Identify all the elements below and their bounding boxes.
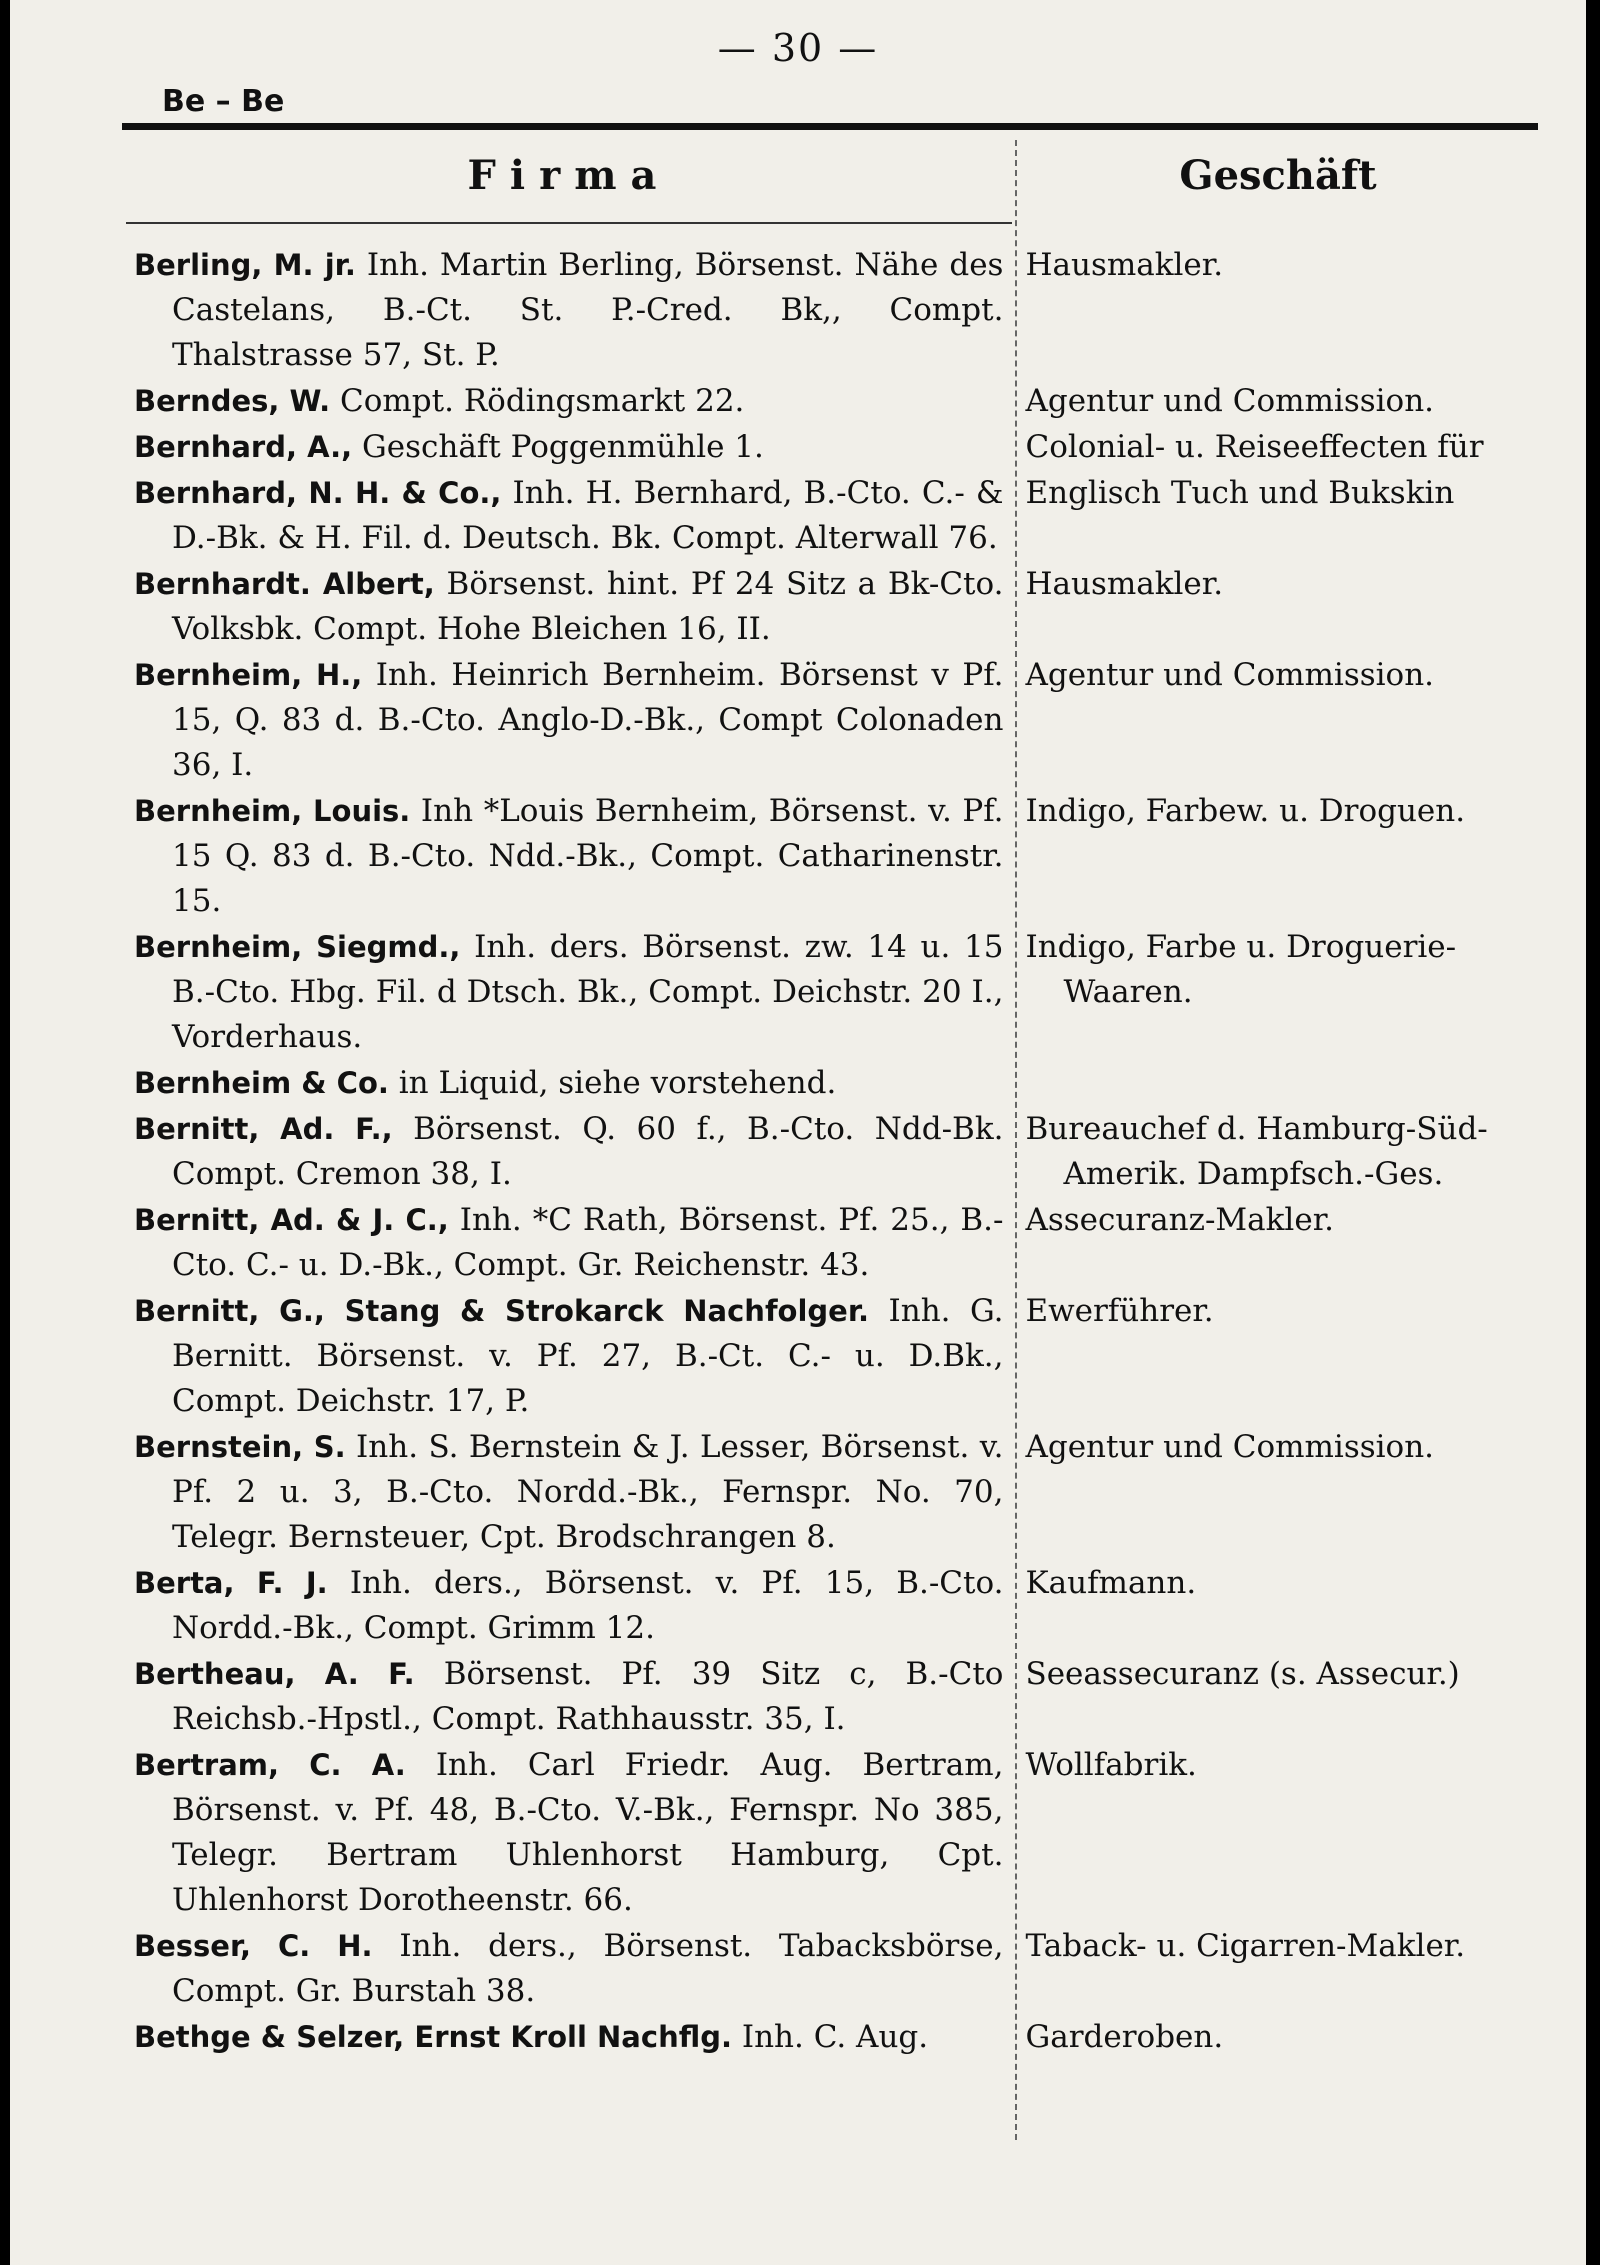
firm-details: Inh. Carl Friedr. Aug. Bertram, Börsenst. v. Pf. 48, B.-Cto. V.-Bk., Fernspr. No 385, Telegr. Bertram Uhlenhorst Hamburg, Cpt. Uhlenhorst Dorotheenstr. 66. [172, 1747, 1004, 1918]
firm-name: Bernheim & Co. [134, 1066, 389, 1100]
firm-name: Bernheim, Siegmd., [134, 930, 461, 964]
entry-business: Taback- u. Cigarren-Makler. [1025, 1928, 1466, 1964]
firm-name: Bertram, C. A. [134, 1748, 406, 1782]
firm-name: Bernstein, S. [134, 1430, 346, 1464]
entry-firma [134, 562, 1003, 652]
firm-details: Geschäft Poggenmühle 1. [361, 429, 764, 465]
firm-name: Bernheim, H., [134, 658, 363, 692]
entry-business: Hausmakler. [1025, 247, 1224, 283]
firm-details: Inh. ders., Börsenst. Tabacksbörse, Compt. Gr. Burstah 38. [172, 1928, 1004, 2009]
directory-entry [134, 1561, 1544, 1651]
firm-name: Bernhardt. Albert, [134, 567, 435, 601]
firm-details: Inh. ders. Börsenst. zw. 14 u. 15 B.-Cto. Hbg. Fil. d Dtsch. Bk., Compt. Deichstr. 20 I., Vorderhaus. [172, 929, 1004, 1055]
firm-name: Berling, M. jr. [134, 248, 356, 282]
directory-entry [134, 2015, 1544, 2060]
directory-entry [134, 562, 1544, 652]
directory-entry [134, 1061, 1544, 1106]
entry-firma [134, 1561, 1003, 1651]
entry-business: Agentur und Commission. [1025, 383, 1435, 419]
directory-entry [134, 653, 1544, 788]
entry-firma [134, 471, 1003, 561]
entry-business: Bureauchef d. Hamburg-Süd-Amerik. Dampfsch.-Ges. [1025, 1111, 1488, 1192]
entry-firma [134, 1743, 1003, 1923]
entry-business: Colonial- u. Reiseeffecten für [1025, 429, 1484, 465]
firm-details: Compt. Rödingsmarkt 22. [340, 383, 745, 419]
entry-firma [134, 1924, 1003, 2014]
firm-name: Besser, C. H. [134, 1929, 373, 1963]
column-header-rule [126, 222, 1012, 224]
directory-entry [134, 1924, 1544, 2014]
directory-entry [134, 925, 1544, 1060]
firm-name: Bernitt, G., Stang & Strokarck Nachfolger. [134, 1294, 870, 1328]
firm-details: Börsenst. hint. Pf 24 Sitz a Bk-Cto. Volksbk. Compt. Hohe Bleichen 16, II. [172, 566, 1004, 647]
directory-page [10, 0, 1586, 2265]
entry-business: Hausmakler. [1025, 566, 1224, 602]
directory-entry [134, 789, 1544, 924]
firm-details: Börsenst. Pf. 39 Sitz c, B.-Cto Reichsb.-Hpstl., Compt. Rathhausstr. 35, I. [172, 1656, 1004, 1737]
page-number: — 30 — [717, 26, 879, 70]
entry-business: Seeassecuranz (s. Assecur.) [1025, 1656, 1460, 1692]
running-head: Be – Be [162, 84, 285, 119]
entry-firma [134, 1652, 1003, 1742]
entry-firma [134, 2015, 1003, 2060]
entry-business: Kaufmann. [1025, 1565, 1197, 1601]
entry-firma [134, 1289, 1003, 1424]
entry-firma [134, 789, 1003, 924]
entry-firma [134, 379, 1003, 424]
entry-firma [134, 1198, 1003, 1288]
firm-details: Inh. Heinrich Bernheim. Börsenst v Pf. 15, Q. 83 d. B.-Cto. Anglo-D.-Bk., Compt Colonaden 36, I. [172, 657, 1004, 783]
firm-details: Inh. Martin Berling, Börsenst. Nähe des Castelans, B.-Ct. St. P.-Cred. Bk,, Compt. Thalstrasse 57, St. P. [172, 247, 1004, 373]
firm-name: Bernhard, A., [134, 430, 353, 464]
entry-business: Indigo, Farbew. u. Droguen. [1025, 793, 1466, 829]
firm-details: in Liquid, siehe vorstehend. [398, 1065, 837, 1101]
column-header-geschaeft: Geschäft [1179, 152, 1377, 199]
directory-entry [134, 471, 1544, 561]
firm-details: Inh. C. Aug. [741, 2019, 929, 2055]
entry-firma [134, 1061, 1003, 1106]
column-header-firma: Firma [467, 152, 671, 199]
directory-entry [134, 1289, 1544, 1424]
firm-name: Berta, F. J. [134, 1566, 328, 1600]
directory-entry [134, 1743, 1544, 1923]
firm-name: Bethge & Selzer, Ernst Kroll Nachflg. [134, 2020, 732, 2054]
directory-entry [134, 1652, 1544, 1742]
entry-firma [134, 1425, 1003, 1560]
entry-firma [134, 425, 1003, 470]
entry-business: Agentur und Commission. [1025, 1429, 1435, 1465]
firm-details: Inh. S. Bernstein & J. Lesser, Börsenst. v. Pf. 2 u. 3, B.-Cto. Nordd.-Bk., Fernspr. No. 70, Telegr. Bernsteuer, Cpt. Brodschrangen 8. [172, 1429, 1004, 1555]
firm-details: Börsenst. Q. 60 f., B.-Cto. Ndd-Bk. Compt. Cremon 38, I. [172, 1111, 1004, 1192]
firm-details: Inh. G. Bernitt. Börsenst. v. Pf. 27, B.-Ct. C.- u. D.Bk., Compt. Deichstr. 17, P. [172, 1293, 1004, 1419]
directory-entry [134, 1198, 1544, 1288]
firm-name: Bernitt, Ad. & J. C., [134, 1203, 449, 1237]
directory-entry [134, 1425, 1544, 1560]
entry-list [134, 243, 1544, 2061]
entry-business: Englisch Tuch und Bukskin [1025, 475, 1455, 511]
firm-name: Bernitt, Ad. F., [134, 1112, 393, 1146]
entry-business: Ewerführer. [1025, 1293, 1214, 1329]
firm-details: Inh. *C Rath, Börsenst. Pf. 25., B.-Cto. C.- u. D.-Bk., Compt. Gr. Reichenstr. 43. [172, 1202, 1004, 1283]
entry-firma [134, 243, 1003, 378]
firm-name: Bertheau, A. F. [134, 1657, 415, 1691]
entry-business: Indigo, Farbe u. Droguerie-Waaren. [1025, 929, 1457, 1010]
header-rule [122, 123, 1538, 130]
entry-business: Assecuranz-Makler. [1025, 1202, 1334, 1238]
entry-business [1025, 1061, 1544, 1106]
entry-firma [134, 653, 1003, 788]
firm-details: Inh. ders., Börsenst. v. Pf. 15, B.-Cto. Nordd.-Bk., Compt. Grimm 12. [172, 1565, 1004, 1646]
firm-details: Inh. H. Bernhard, B.-Cto. C.- & D.-Bk. & H. Fil. d. Deutsch. Bk. Compt. Alterwall 76. [172, 475, 1004, 556]
entry-business: Wollfabrik. [1025, 1747, 1197, 1783]
entry-firma [134, 1107, 1003, 1197]
entry-firma [134, 925, 1003, 1060]
entry-business: Garderoben. [1025, 2019, 1224, 2055]
firm-name: Berndes, W. [134, 384, 331, 418]
firm-name: Bernhard, N. H. & Co., [134, 476, 502, 510]
directory-entry [134, 425, 1544, 470]
firm-details: Inh *Louis Bernheim, Börsenst. v. Pf. 15 Q. 83 d. B.-Cto. Ndd.-Bk., Compt. Catharinenstr. 15. [172, 793, 1004, 919]
directory-entry [134, 379, 1544, 424]
firm-name: Bernheim, Louis. [134, 794, 411, 828]
entry-business: Agentur und Commission. [1025, 657, 1435, 693]
directory-entry [134, 243, 1544, 378]
directory-entry [134, 1107, 1544, 1197]
